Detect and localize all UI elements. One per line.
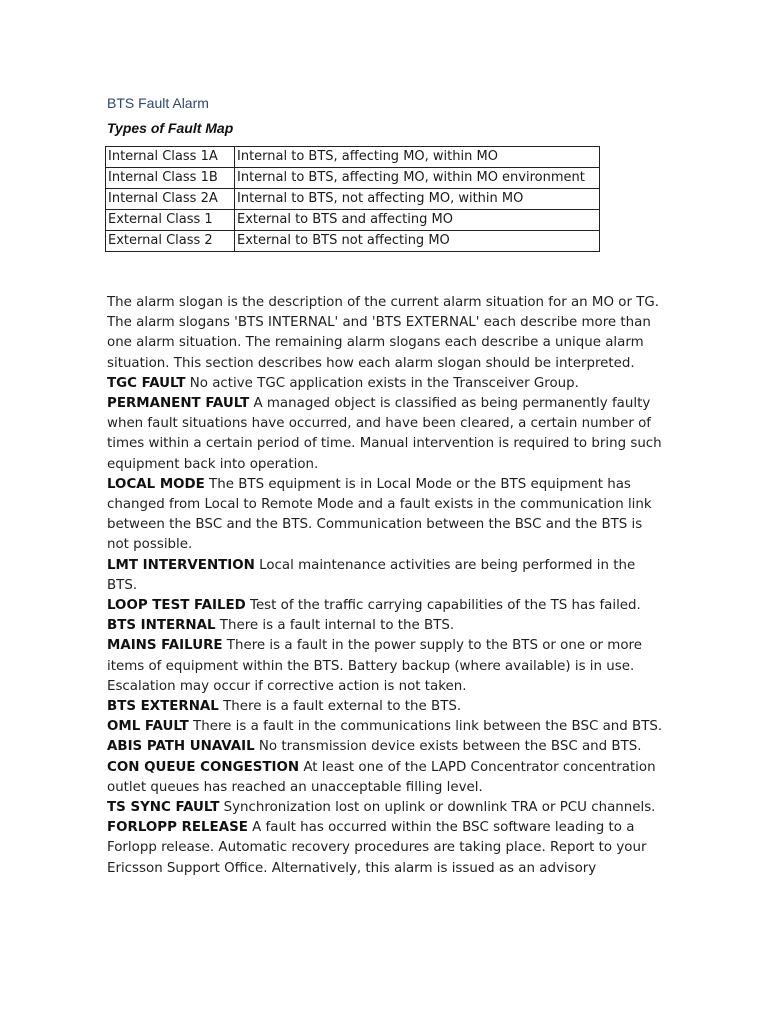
- slogan-description: A managed object is classified as being permanently faulty when fault situations have occurred, and have been cleared, a certain number of times within a certain period of time. Manual intervention is required to bring such equipment back into operation.: [107, 396, 662, 472]
- fault-class-cell: Internal Class 2A: [106, 189, 235, 210]
- slogan-term: OML FAULT: [107, 719, 189, 735]
- table-row: [106, 231, 600, 252]
- slogan-entry: [107, 596, 667, 616]
- slogan-entry: [107, 374, 667, 394]
- slogan-term: MAINS FAILURE: [107, 638, 223, 654]
- section-title: Types of Fault Map: [107, 120, 234, 136]
- slogan-term: TGC FAULT: [107, 375, 186, 391]
- alarm-slogan-text: [107, 293, 667, 879]
- slogan-term: ABIS PATH UNAVAIL: [107, 739, 255, 755]
- slogan-description: A fault has occurred within the BSC software leading to a Forlopp release. Automatic recovery procedures are taking place. Report to your Ericsson Support Office. Alternatively, this alarm is issued as an advisory: [107, 820, 647, 876]
- slogan-description: No active TGC application exists in the Transceiver Group.: [185, 375, 579, 391]
- slogan-term: LOCAL MODE: [107, 476, 205, 492]
- slogan-entry: [107, 556, 667, 596]
- fault-class-cell: Internal Class 1A: [106, 147, 235, 168]
- slogan-entry: [107, 475, 667, 556]
- slogan-description: Test of the traffic carrying capabilities of the TS has failed.: [245, 598, 641, 614]
- fault-class-cell: External Class 2: [106, 231, 235, 252]
- slogan-entry: [107, 717, 667, 737]
- document-title: BTS Fault Alarm: [107, 95, 209, 111]
- slogan-description: At least one of the LAPD Concentrator concentration outlet queues has reached an unacceptable filling level.: [107, 759, 656, 795]
- fault-description-cell: External to BTS and affecting MO: [235, 210, 600, 231]
- slogan-description: No transmission device exists between the BSC and BTS.: [254, 739, 642, 755]
- fault-map-table: [105, 146, 600, 252]
- slogan-entry: [107, 636, 667, 697]
- fault-description-cell: External to BTS not affecting MO: [235, 231, 600, 252]
- fault-class-cell: Internal Class 1B: [106, 168, 235, 189]
- fault-description-cell: Internal to BTS, not affecting MO, within MO: [235, 189, 600, 210]
- fault-description-cell: Internal to BTS, affecting MO, within MO environment: [235, 168, 600, 189]
- table-row: [106, 168, 600, 189]
- slogan-entry: [107, 697, 667, 717]
- slogan-description: There is a fault external to the BTS.: [218, 699, 462, 715]
- slogan-term: LMT INTERVENTION: [107, 557, 255, 573]
- slogan-entry: [107, 737, 667, 757]
- slogan-term: BTS INTERNAL: [107, 618, 216, 634]
- table-row: [106, 189, 600, 210]
- slogan-description: There is a fault in the power supply to the BTS or one or more items of equipment within the BTS. Battery backup (where available) is in use. Escalation may occur if corrective action is not taken.: [107, 638, 642, 694]
- slogan-description: There is a fault internal to the BTS.: [215, 618, 455, 634]
- slogan-description: Local maintenance activities are being performed in the BTS.: [107, 557, 636, 593]
- slogan-term: BTS EXTERNAL: [107, 699, 219, 715]
- slogan-entry: [107, 616, 667, 636]
- fault-description-cell: Internal to BTS, affecting MO, within MO: [235, 147, 600, 168]
- table-row: [106, 147, 600, 168]
- slogan-term: PERMANENT FAULT: [107, 396, 250, 412]
- table-row: [106, 210, 600, 231]
- slogan-entry: [107, 798, 667, 818]
- slogan-description: There is a fault in the communications link between the BSC and BTS.: [188, 719, 663, 735]
- slogan-entry: [107, 394, 667, 475]
- slogan-description: The BTS equipment is in Local Mode or the BTS equipment has changed from Local to Remote Mode and a fault exists in the communication link between the BSC and the BTS. Communication between the BSC and the BTS is not possible.: [107, 476, 652, 553]
- fault-class-cell: External Class 1: [106, 210, 235, 231]
- slogan-term: TS SYNC FAULT: [107, 800, 220, 816]
- slogan-description: Synchronization lost on uplink or downlink TRA or PCU channels.: [219, 800, 656, 816]
- slogan-term: FORLOPP RELEASE: [107, 820, 248, 836]
- slogan-term: LOOP TEST FAILED: [107, 598, 246, 614]
- intro-paragraph: The alarm slogan is the description of the current alarm situation for an MO or TG. The alarm slogans 'BTS INTERNAL' and 'BTS EXTERNAL' each describe more than one alarm situation. The remaining alarm slogans each describe a unique alarm situation. This section describes how each alarm slogan should be interpreted.: [107, 295, 660, 371]
- slogan-entry: [107, 818, 667, 879]
- slogan-term: CON QUEUE CONGESTION: [107, 759, 300, 775]
- slogan-entry: [107, 758, 667, 798]
